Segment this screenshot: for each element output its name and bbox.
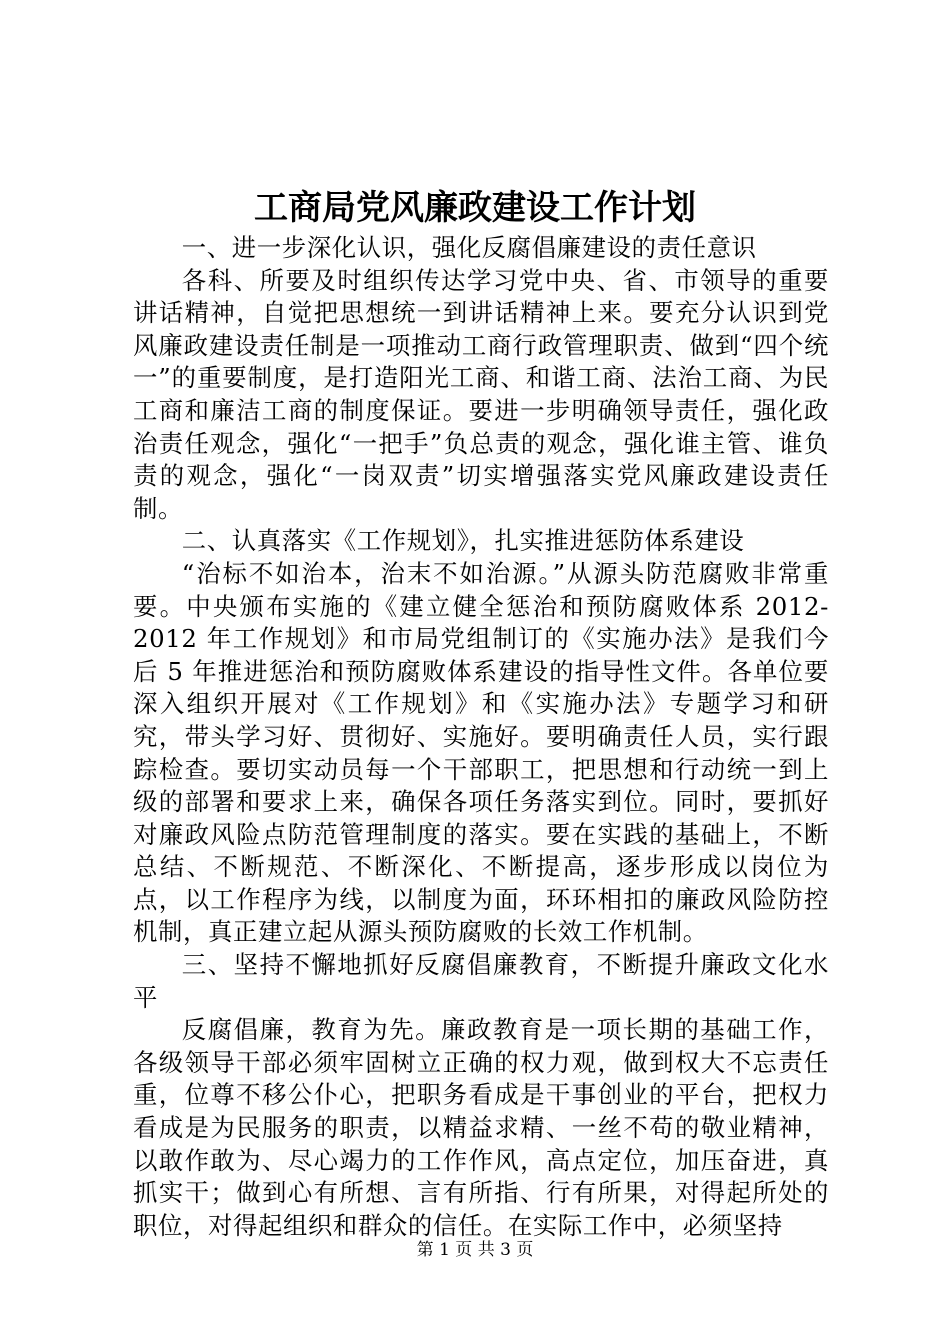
section-heading-1: 一、进一步深化认识，强化反腐倡廉建设的责任意识 bbox=[181, 233, 757, 262]
section-heading-3: 三、坚持不懈地抓好反腐倡廉教育，不断提升廉政文化水平 bbox=[133, 950, 829, 1012]
body-paragraph-3: 反腐倡廉，教育为先。廉政教育是一项长期的基础工作，各级领导干部必须牢固树立正确的权力观，做到权大不忘责任重，位尊不移公仆心，把职务看成是干事创业的平台，把权力看成是为民服务的职责，以精益求精、一丝不苟的敬业精神，以敢作敢为、尽心竭力的工作作风，高点定位，加压奋进，真抓实干；做到心有所想、言有所指、行有所果，对得起所处的职位，对得起组织和群众的信任。在实际工作中，必须坚持 bbox=[133, 1015, 829, 1240]
document-title: 工商局党风廉政建设工作计划 bbox=[254, 188, 696, 228]
section-heading-2: 二、认真落实《工作规划》，扎实推进惩防体系建设 bbox=[181, 526, 745, 556]
document-body bbox=[133, 232, 829, 1242]
page-number-footer: 第 1 页 共 3 页 bbox=[416, 1240, 534, 1260]
body-paragraph-1: 各科、所要及时组织传达学习党中央、省、市领导的重要讲话精神，自觉把思想统一到讲话精神上来。要充分认识到党风廉政建设责任制是一项推动工商行政管理职责、做到“四个统一”的重要制度，是打造阳光工商、和谐工商、法治工商、为民工商和廉洁工商的制度保证。要进一步明确领导责任，强化政治责任观念，强化“一把手”负总责的观念，强化谁主管、谁负责的观念，强化“一岗双责”切实增强落实党风廉政建设责任制。 bbox=[133, 265, 829, 523]
body-paragraph-2: “治标不如治本，治末不如治源。”从源头防范腐败非常重要。中央颁布实施的《建立健全惩治和预防腐败体系 2012-2012 年工作规划》和市局党组制订的《实施办法》是我们今后 5 年推进惩治和预防腐败体系建设的指导性文件。各单位要深入组织开展对《工作规划》和《实施办法》专题学习和研究，带头学习好、贯彻好、实施好。要明确责任人员，实行跟踪检查。要切实动员每一个干部职工，把思想和行动统一到上级的部署和要求上来，确保各项任务落实到位。同时，要抓好对廉政风险点防范管理制度的落实。要在实践的基础上，不断总结、不断规范、不断深化、不断提高，逐步形成以岗位为点，以工作程序为线，以制度为面，环环相扣的廉政风险防控机制，真正建立起从源头预防腐败的长效工作机制。 bbox=[133, 558, 829, 947]
